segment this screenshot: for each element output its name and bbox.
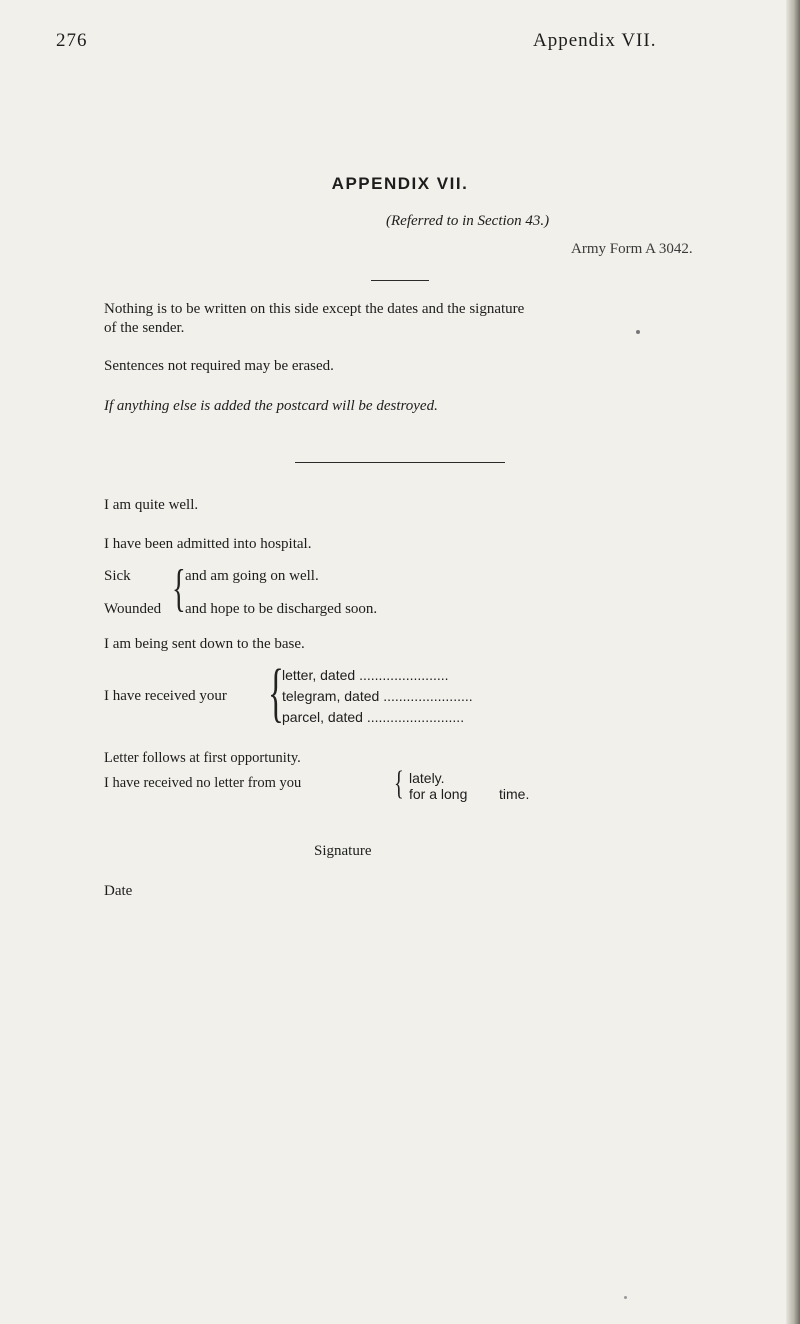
instruction-line: of the sender. bbox=[104, 320, 185, 336]
paper-speck bbox=[636, 330, 640, 334]
sentence-letter-follows: Letter follows at first opportunity. bbox=[104, 750, 301, 766]
option-telegram-dated bbox=[282, 688, 473, 704]
date-label: Date bbox=[104, 883, 133, 899]
option-discharged-soon: and hope to be discharged soon. bbox=[185, 601, 378, 617]
option-parcel-dated bbox=[282, 709, 464, 725]
paper-speck bbox=[624, 1296, 627, 1299]
section-reference: (Referred to in Section 43.) bbox=[386, 213, 550, 229]
label-wounded: Wounded bbox=[104, 601, 162, 617]
page-edge-shadow bbox=[786, 0, 800, 1324]
brace-icon: { bbox=[394, 765, 404, 802]
option-letter-label: letter, dated bbox=[282, 667, 356, 683]
appendix-title: APPENDIX VII. bbox=[331, 174, 469, 193]
option-telegram-label: telegram, dated bbox=[282, 688, 380, 704]
dotted-leader: ......................... bbox=[366, 709, 465, 725]
option-parcel-label: parcel, dated bbox=[282, 709, 363, 725]
brace-icon: { bbox=[268, 656, 284, 729]
instruction-note bbox=[104, 300, 524, 338]
erase-note: Sentences not required may be erased. bbox=[104, 358, 334, 374]
divider-rule bbox=[295, 462, 505, 463]
sentence-have-received: I have received your bbox=[104, 688, 227, 704]
dotted-leader: ....................... bbox=[383, 688, 473, 704]
sentence-sent-to-base: I am being sent down to the base. bbox=[104, 636, 305, 652]
divider-rule bbox=[371, 280, 429, 281]
warning-note: If anything else is added the postcard will be destroyed. bbox=[104, 398, 438, 414]
sentence-admitted: I have been admitted into hospital. bbox=[104, 536, 312, 552]
dotted-leader: ....................... bbox=[359, 667, 449, 683]
option-for-a-long: for a long bbox=[409, 786, 468, 802]
option-time: time. bbox=[499, 786, 530, 802]
instruction-line: Nothing is to be written on this side except the dates and the signature bbox=[104, 301, 525, 317]
sentence-no-letter: I have received no letter from you bbox=[104, 775, 302, 791]
option-going-on-well: and am going on well. bbox=[185, 568, 319, 584]
form-number: Army Form A 3042. bbox=[571, 241, 693, 257]
brace-icon: { bbox=[172, 560, 186, 617]
label-sick: Sick bbox=[104, 568, 131, 584]
signature-label: Signature bbox=[314, 843, 372, 859]
running-title: Appendix VII. bbox=[533, 30, 657, 51]
option-letter-dated bbox=[282, 667, 449, 683]
page-number: 276 bbox=[56, 30, 88, 51]
option-lately: lately. bbox=[409, 770, 445, 786]
sentence-quite-well: I am quite well. bbox=[104, 497, 199, 513]
